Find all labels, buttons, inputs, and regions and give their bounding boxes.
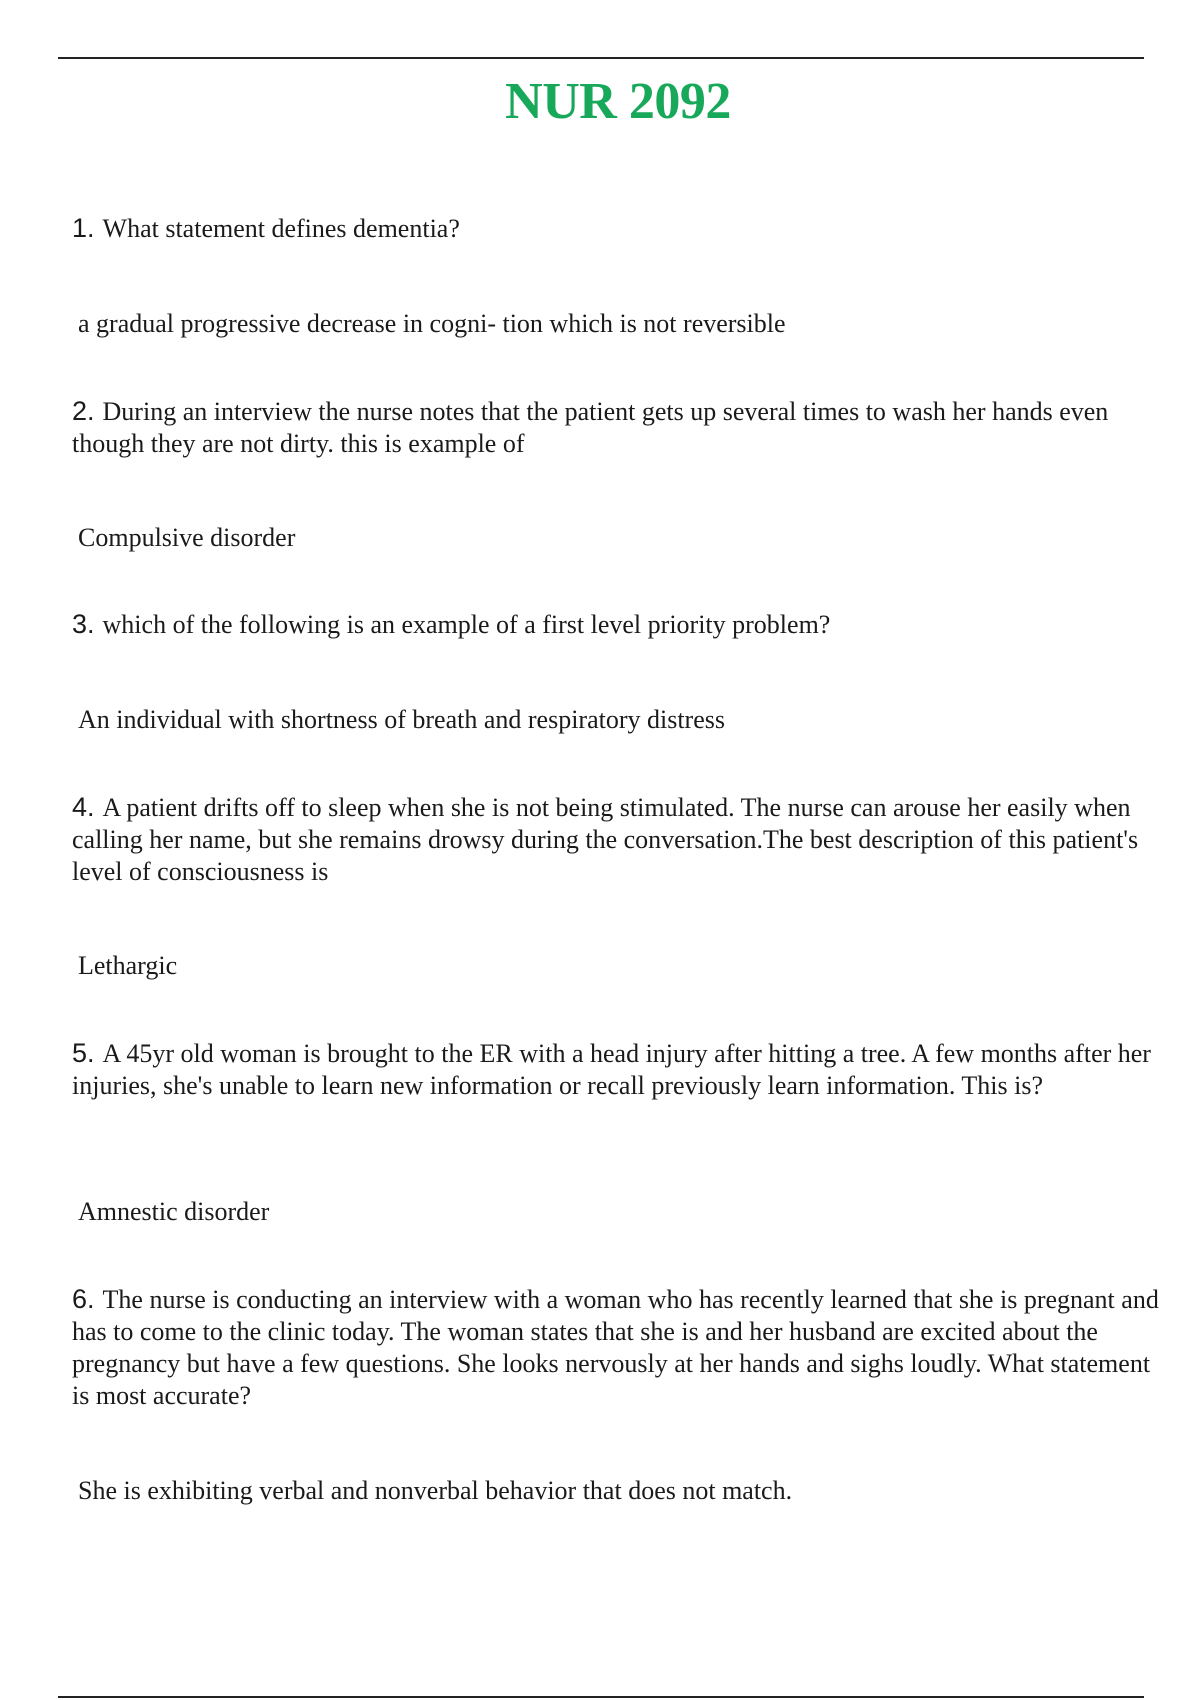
question-number: 3.	[72, 609, 95, 639]
question-5	[72, 1037, 1162, 1102]
answer-3: An individual with shortness of breath and respiratory distress	[78, 705, 725, 734]
question-number: 6.	[72, 1284, 95, 1314]
question-text: 5. A 45yr old woman is brought to the ER with a head injury after hitting a tree. A few months after her injuries, she's unable to learn new information or recall previously learn information. This is?	[72, 1038, 1151, 1100]
question-text: 1. What statement defines dementia?	[72, 213, 460, 243]
question-3	[72, 608, 1162, 641]
bottom-divider	[58, 1696, 1144, 1698]
question-6	[72, 1283, 1162, 1412]
question-text: 2. During an interview the nurse notes that the patient gets up several times to wash her hands even though they are not dirty. this is example of	[72, 396, 1109, 458]
answer-2: Compulsive disorder	[78, 523, 296, 552]
top-divider	[58, 57, 1144, 59]
question-number: 5.	[72, 1038, 95, 1068]
question-number: 4.	[72, 792, 95, 822]
question-2	[72, 395, 1162, 460]
question-text: 4. A patient drifts off to sleep when she is not being stimulated. The nurse can arouse her easily when calling her name, but she remains drowsy during the conversation.The best description of this patient's level of consciousness is	[72, 792, 1139, 886]
question-4	[72, 791, 1162, 888]
question-number: 2.	[72, 396, 95, 426]
answer-6: She is exhibiting verbal and nonverbal behavior that does not match.	[78, 1476, 793, 1505]
answer-1: a gradual progressive decrease in cogni- tion which is not reversible	[78, 309, 786, 338]
question-number: 1.	[72, 213, 95, 243]
answer-5: Amnestic disorder	[78, 1197, 270, 1226]
document-title: NUR 2092	[505, 73, 731, 130]
answer-4: Lethargic	[78, 951, 178, 980]
question-text: 3. which of the following is an example of a first level priority problem?	[72, 609, 831, 639]
question-text: 6. The nurse is conducting an interview with a woman who has recently learned that she is pregnant and has to come to the clinic today. The woman states that she is and her husband are excited about the pregnancy but have a few questions. She looks nervously at her hands and sighs loudly. What statement is most accurate?	[72, 1284, 1159, 1410]
question-1	[72, 212, 1162, 245]
